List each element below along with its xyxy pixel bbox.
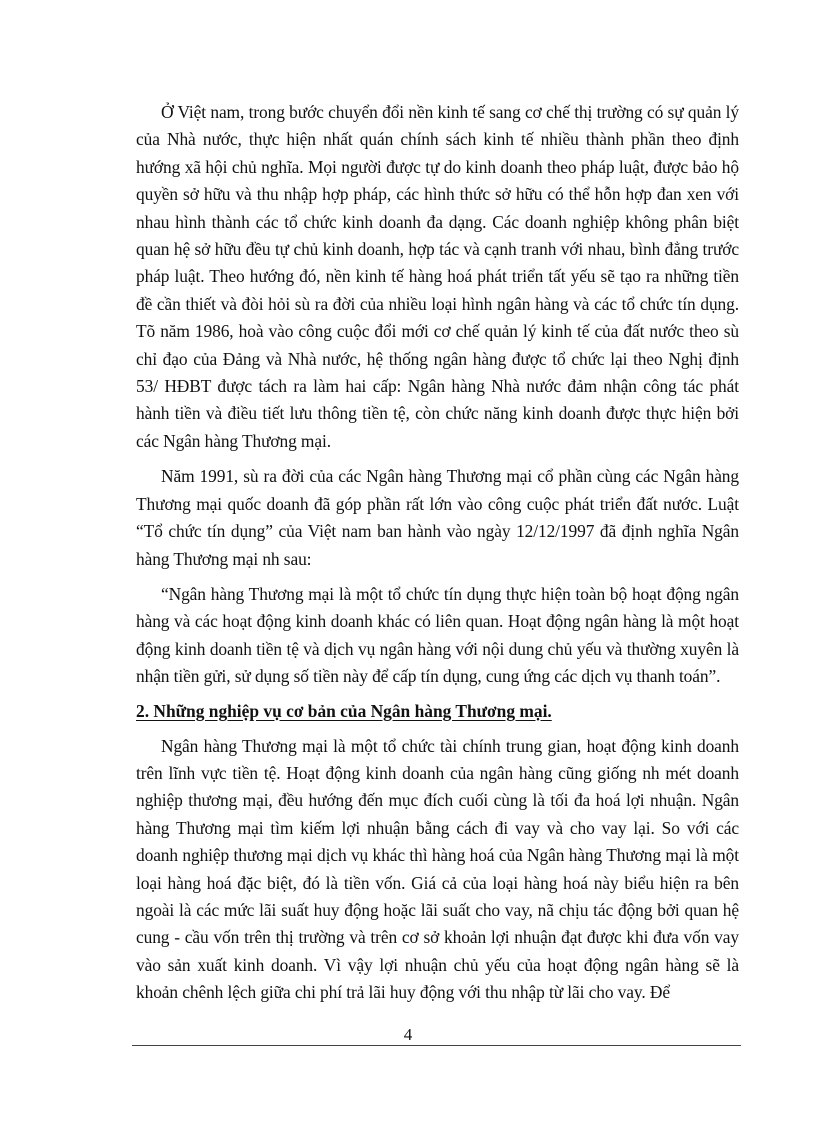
section-heading: 2. Những nghiệp vụ cơ bản của Ngân hàng Thương mại. bbox=[136, 700, 552, 721]
paragraph-operations: Ngân hàng Thương mại là một tổ chức tài chính trung gian, hoạt động kinh doanh trên lĩnh vực tiền tệ. Hoạt động kinh doanh của ngân hàng cũng giống nh mét doanh nghiệp thương mại, đều hướng đến mục đích cuối cùng là tối đa hoá lợi nhuận. Ngân hàng Thương mại tìm kiếm lợi nhuận bằng cách đi vay và cho vay lại. So với các doanh nghiệp thương mại dịch vụ khác thì hàng hoá của Ngân hàng Thương mại là một loại hàng hoá đặc biệt, đó là tiền vốn. Giá cả của loại hàng hoá này biểu hiện ra bên ngoài là các mức lãi suất huy động hoặc lãi suất cho vay, nã chịu tác động bởi quan hệ cung - cầu vốn trên thị trường và trên cơ sở khoản lợi nhuận đạt được khi đưa vốn vay vào sản xuất kinh doanh. Vì vậy lợi nhuận chủ yếu của hoạt động ngân hàng sẽ là khoản chênh lệch giữa chi phí trả lãi huy động với thu nhập từ lãi cho vay. Để bbox=[136, 735, 739, 1003]
paragraph-1991: Năm 1991, sù ra đời của các Ngân hàng Thương mại cổ phần cùng các Ngân hàng Thương mại quốc doanh đã góp phần rất lớn vào công cuộc phát triển đất nước. Luật “Tổ chức tín dụng” của Việt nam ban hành vào ngày 12/12/1997 đã định nghĩa Ngân hàng Thương mại nh sau: bbox=[136, 466, 739, 569]
paragraph-definition-quote: “Ngân hàng Thương mại là một tổ chức tín dụng thực hiện toàn bộ hoạt động ngân hàng và các hoạt động kinh doanh khác có liên quan. Hoạt động ngân hàng là một hoạt động kinh doanh tiền tệ và dịch vụ ngân hàng với nội dung chủ yếu và thường xuyên là nhận tiền gửi, sử dụng số tiền này để cấp tín dụng, cung ứng các dịch vụ thanh toán”. bbox=[136, 583, 739, 687]
page-body bbox=[136, 99, 739, 1015]
paragraph-intro: Ở Việt nam, trong bước chuyển đổi nền kinh tế sang cơ chế thị trường có sự quản lý của Nhà nước, thực hiện nhất quán chính sách kinh tế nhiều thành phần theo định hướng xã hội chủ nghĩa. Mọi người được tự do kinh doanh theo pháp luật, được bảo hộ quyền sở hữu và thu nhập hợp pháp, các hình thức sở hữu có thể hỗn hợp đan xen với nhau hình thành các tổ chức kinh doanh đa dạng. Các doanh nghiệp không phân biệt quan hệ sở hữu đều tự chủ kinh doanh, hợp tác và cạnh tranh với nhau, bình đẳng trước pháp luật. Theo hướng đó, nền kinh tế hàng hoá phát triển tất yếu sẽ tạo ra những tiền đề cần thiết và đòi hỏi sù ra đời của nhiều loại hình ngân hàng và các tổ chức tín dụng. Tõ năm 1986, hoà vào công cuộc đổi mới cơ chế quản lý kinh tế của đất nước theo sù chỉ đạo của Đảng và Nhà nước, hệ thống ngân hàng được tổ chức lại theo Nghị định 53/ HĐBT được tách ra làm hai cấp: Ngân hàng Nhà nước đảm nhận công tác phát hành tiền và điều tiết lưu thông tiền tệ, còn chức năng kinh doanh được thực hiện bởi các Ngân hàng Thương mại. bbox=[136, 102, 739, 451]
footer-divider bbox=[132, 1045, 741, 1046]
page-number: 4 bbox=[403, 1025, 413, 1044]
